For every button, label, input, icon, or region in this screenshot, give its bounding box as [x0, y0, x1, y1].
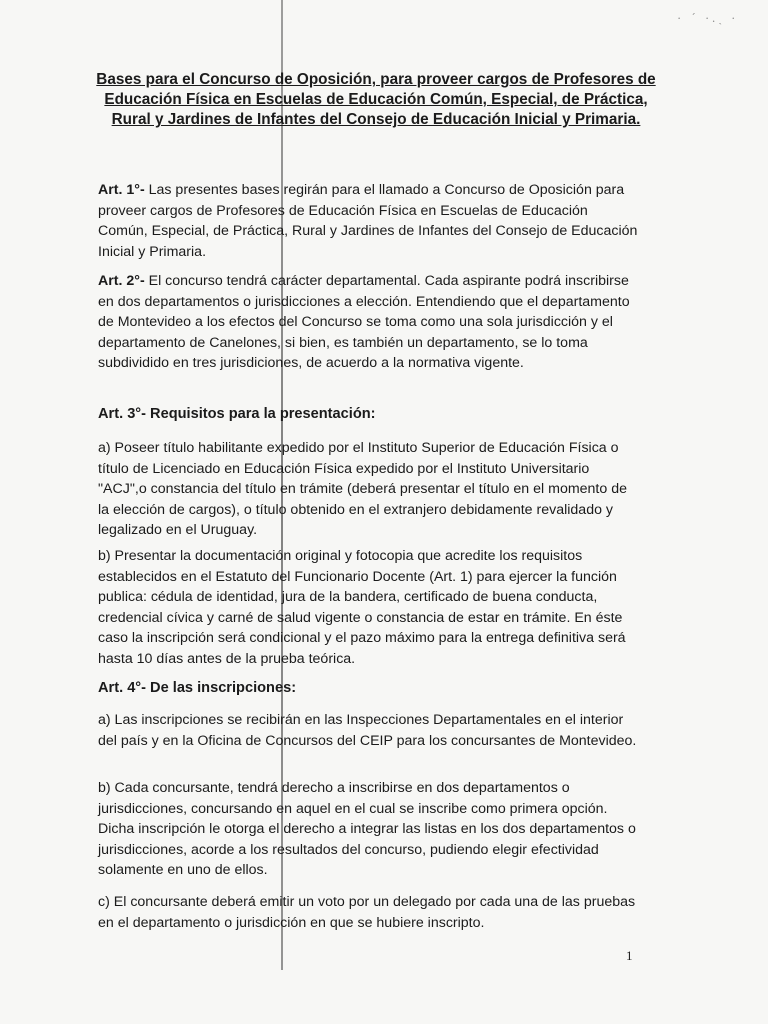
article-4-heading: Art. 4°- De las inscripciones:: [98, 680, 297, 696]
article-2-label: Art. 2°-: [98, 273, 145, 289]
article-4-item-c: c) El concursante deberá emitir un voto por un delegado por cada una de las pruebas en el departamento o jurisdicción en que se hubiere inscripto.: [98, 894, 636, 931]
article-4-item-b: b) Cada concursante, tendrá derecho a inscribirse en dos departamentos o jurisdicciones, concursando en aquel en el cual se inscribe como primera opción. Dicha inscripción le otorga el derecho a integrar las listas en los dos departamentos o jurisdicciones, acorde a los resultados del concurso, pudiendo elegir efectividad solamente en uno de ellos.: [98, 780, 636, 878]
article-3-item-b: b) Presentar la documentación original y fotocopia que acredite los requisitos establecidos en el Estatuto del Funcionario Docente (Art. 1) para ejercer la función publica: cédula de identidad, jura de la bandera, certificado de buena conducta, credencial cívica y carné de salud vigente o constancia de estar en trámite. En éste caso la inscripción será condicional y el pazo máximo para la entrega definitiva será hasta 10 días antes de la prueba teórica.: [98, 548, 626, 667]
scan-noise-mark: · ˊ ·.ˎ ·: [677, 12, 738, 25]
article-1-text: Las presentes bases regirán para el llamado a Concurso de Oposición para proveer cargos de Profesores de Educación Física en Escuelas de Educación Común, Especial, de Práctica, Rural y Jardines de Infantes del Consejo de Educación Inicial y Primaria.: [98, 182, 638, 260]
article-2: [98, 271, 638, 374]
article-1-label: Art. 1°-: [98, 182, 145, 198]
article-3-heading: Art. 3°- Requisitos para la presentación:: [98, 406, 376, 422]
article-1: [98, 180, 638, 262]
article-2-text: El concurso tendrá carácter departamental. Cada aspirante podrá inscribirse en dos departamentos o jurisdicciones a elección. Entendiendo que el departamento de Montevideo a los efectos del Concurso se toma como una sola jurisdicción y el departamento de Canelones, si bien, es también un departamento, se lo toma subdividido en tres jurisdiciones, de acuerdo a la normativa vigente.: [98, 273, 630, 371]
article-3-item-a: a) Poseer título habilitante expedido por el Instituto Superior de Educación Física o título de Licenciado en Educación Física expedido por el Instituto Universitario "ACJ",o constancia del título en trámite (deberá presentar el título en el momento de la elección de cargos), o título obtenido en el extranjero debidamente revalidado y legalizado en el Uruguay.: [98, 440, 627, 538]
page-number: 1: [626, 948, 633, 963]
article-4-item-a: a) Las inscripciones se recibirán en las Inspecciones Departamentales en el interior del país y en la Oficina de Concursos del CEIP para los concursantes de Montevideo.: [98, 712, 637, 749]
document-title: Bases para el Concurso de Oposición, para proveer cargos de Profesores de Educación Física en Escuelas de Educación Común, Especial, de Práctica, Rural y Jardines de Infantes del Consejo de Educación Inicial y Primaria.: [96, 71, 656, 128]
